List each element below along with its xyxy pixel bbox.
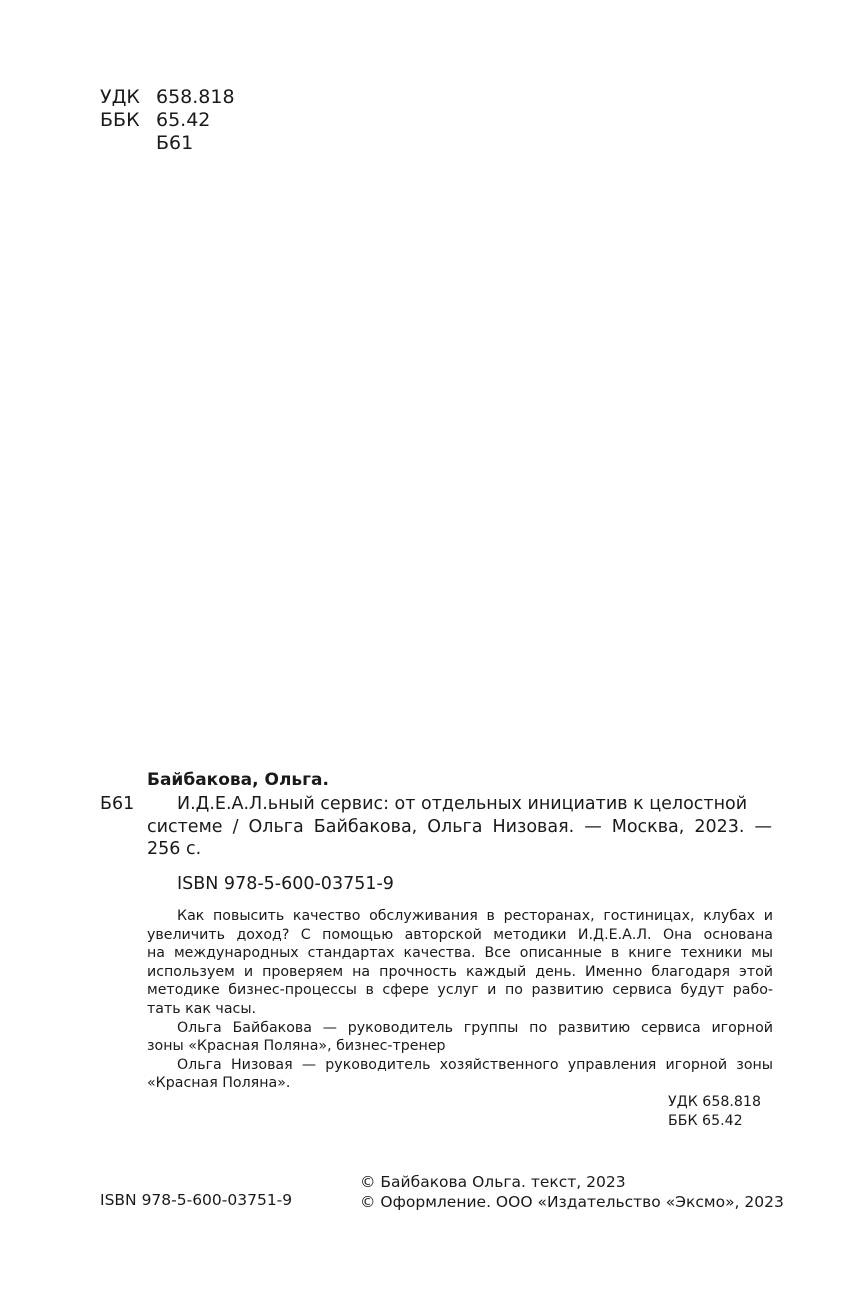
bbk-row (100, 109, 235, 132)
abstract-line: тать как часы. (147, 1000, 257, 1017)
abstract-line: Ольга Низовая — руководитель хозяйственного управления игорной зоны (177, 1056, 773, 1073)
abstract-classification (668, 1093, 761, 1130)
abstract-udk: УДК 658.818 (668, 1094, 761, 1110)
bbk-label: ББК (100, 109, 140, 131)
udk-value: 658.818 (156, 86, 235, 108)
abstract-line: используем и проверяем на прочность каждый день. Именно благодаря этой (147, 963, 773, 980)
abstract-bbk: ББК 65.42 (668, 1112, 743, 1129)
record-isbn: ISBN 978-5-600-03751-9 (177, 874, 394, 894)
abstract-line: Как повысить качество обслуживания в ресторанах, гостиницах, клубах и (177, 908, 773, 924)
classification-block (100, 86, 235, 155)
copyright-text: © Байбакова Ольга. текст, 2023 (360, 1173, 626, 1191)
abstract-line: Ольга Байбакова — руководитель группы по развитию сервиса игорной (177, 1019, 773, 1036)
copyright-block (360, 1172, 784, 1212)
abstract-line: методике бизнес-процессы в сфере услуг и по развитию сервиса будут рабо- (147, 982, 773, 999)
abstract-line: зоны «Красная Поляна», бизнес-тренер (147, 1038, 446, 1055)
abstract-line: увеличить доход? С помощью авторской методики И.Д.Е.А.Л. Она основана (147, 926, 773, 943)
record-author-mark: Б61 (100, 794, 135, 814)
udk-label: УДК (100, 86, 140, 108)
record-title-line-3: 256 с. (147, 839, 202, 859)
record-title-line-1: И.Д.Е.А.Л.ьный сервис: от отдельных инициатив к целостной (177, 794, 748, 814)
record-title-line-2: системе / Ольга Байбакова, Ольга Низовая. — Москва, 2023. — (147, 816, 772, 837)
author-mark-row (100, 132, 235, 155)
abstract-line: «Красная Поляна». (147, 1075, 291, 1092)
copyright-design: © Оформление. ООО «Издательство «Эксмо», 2023 (360, 1193, 784, 1211)
abstract (147, 907, 773, 1093)
abstract-line: на международных стандартах качества. Все описанные в книге техники мы (147, 945, 773, 962)
author-mark: Б61 (156, 132, 194, 154)
bbk-value: 65.42 (156, 109, 211, 131)
footer-isbn: ISBN 978-5-600-03751-9 (100, 1191, 293, 1209)
author-heading: Байбакова, Ольга. (147, 770, 329, 790)
udk-row (100, 86, 235, 109)
